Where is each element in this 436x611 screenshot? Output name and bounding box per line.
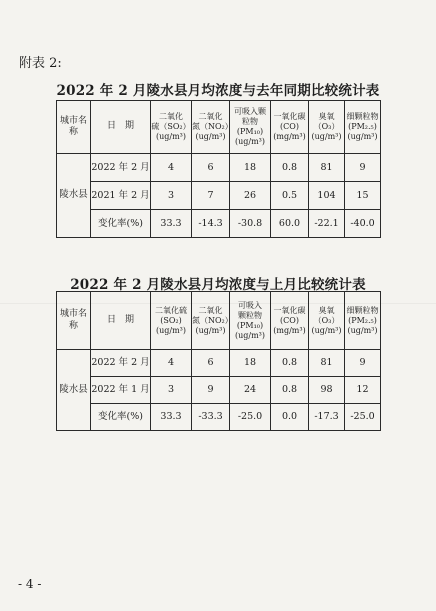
no2-cell: -14.3 bbox=[192, 210, 230, 238]
table1-title: 2022 年 2 月陵水县月均浓度与去年同期比较统计表 bbox=[56, 83, 380, 99]
header-pm10: 可吸入 颗粒物 (PM₁₀) (ug/m³) bbox=[230, 292, 271, 350]
header-date: 日 期 bbox=[91, 292, 151, 350]
so2-cell: 3 bbox=[151, 182, 192, 210]
header-o3: 臭氧（O₃） (ug/m³) bbox=[309, 292, 345, 350]
table-row bbox=[57, 182, 381, 210]
co-cell: 0.8 bbox=[271, 377, 309, 404]
pm25-cell: -40.0 bbox=[345, 210, 381, 238]
pm10-cell: 26 bbox=[230, 182, 271, 210]
pm10-cell: 24 bbox=[230, 377, 271, 404]
city-cell: 陵水县 bbox=[57, 154, 91, 238]
table1-header-row bbox=[57, 101, 381, 154]
table2-header-row bbox=[57, 292, 381, 350]
o3-cell: 81 bbox=[309, 154, 345, 182]
so2-cell: 33.3 bbox=[151, 404, 192, 431]
co-cell: 60.0 bbox=[271, 210, 309, 238]
pm25-cell: 15 bbox=[345, 182, 381, 210]
so2-cell: 3 bbox=[151, 377, 192, 404]
header-no2: 二氧化 氮（NO₂） (ug/m³) bbox=[192, 101, 230, 154]
header-so2: 二氧化 硫（SO₂） (ug/m³) bbox=[151, 101, 192, 154]
o3-cell: -17.3 bbox=[309, 404, 345, 431]
pm10-cell: -30.8 bbox=[230, 210, 271, 238]
header-no2: 二氧化 氮（NO₂） (ug/m³) bbox=[192, 292, 230, 350]
o3-cell: -22.1 bbox=[309, 210, 345, 238]
header-city: 城市名称 bbox=[57, 101, 91, 154]
co-cell: 0.0 bbox=[271, 404, 309, 431]
pm10-cell: 18 bbox=[230, 350, 271, 377]
table-row bbox=[57, 210, 381, 238]
pm25-cell: 9 bbox=[345, 350, 381, 377]
co-cell: 0.8 bbox=[271, 350, 309, 377]
header-o3: 臭氧（O₃） (ug/m³) bbox=[309, 101, 345, 154]
header-co: 一氧化碳 (CO) (mg/m³) bbox=[271, 292, 309, 350]
pm25-cell: 9 bbox=[345, 154, 381, 182]
date-cell: 2022 年 1 月 bbox=[91, 377, 151, 404]
header-pm25: 细颗粒物 (PM₂.₅) (ug/m³) bbox=[345, 101, 381, 154]
table1 bbox=[56, 100, 381, 238]
no2-cell: 9 bbox=[192, 377, 230, 404]
so2-cell: 4 bbox=[151, 350, 192, 377]
header-city: 城市名称 bbox=[57, 292, 91, 350]
pm10-cell: -25.0 bbox=[230, 404, 271, 431]
no2-cell: 7 bbox=[192, 182, 230, 210]
date-cell: 2022 年 2 月 bbox=[91, 154, 151, 182]
header-so2: 二氧化硫 (SO₂) (ug/m³) bbox=[151, 292, 192, 350]
no2-cell: 6 bbox=[192, 154, 230, 182]
no2-cell: -33.3 bbox=[192, 404, 230, 431]
o3-cell: 98 bbox=[309, 377, 345, 404]
header-pm10: 可吸入颗 粒物 (PM₁₀) (ug/m³) bbox=[230, 101, 271, 154]
table-row bbox=[57, 350, 381, 377]
date-cell: 2022 年 2 月 bbox=[91, 350, 151, 377]
no2-cell: 6 bbox=[192, 350, 230, 377]
header-co: 一氧化碳 (CO) (mg/m³) bbox=[271, 101, 309, 154]
table2 bbox=[56, 291, 381, 431]
o3-cell: 81 bbox=[309, 350, 345, 377]
date-cell: 2021 年 2 月 bbox=[91, 182, 151, 210]
date-cell: 变化率(%) bbox=[91, 404, 151, 431]
pm25-cell: 12 bbox=[345, 377, 381, 404]
header-date: 日 期 bbox=[91, 101, 151, 154]
date-cell: 变化率(%) bbox=[91, 210, 151, 238]
page-number: - 4 - bbox=[18, 577, 42, 591]
table-row bbox=[57, 154, 381, 182]
co-cell: 0.5 bbox=[271, 182, 309, 210]
table-row bbox=[57, 377, 381, 404]
so2-cell: 33.3 bbox=[151, 210, 192, 238]
o3-cell: 104 bbox=[309, 182, 345, 210]
city-cell: 陵水县 bbox=[57, 350, 91, 431]
pm25-cell: -25.0 bbox=[345, 404, 381, 431]
pm10-cell: 18 bbox=[230, 154, 271, 182]
so2-cell: 4 bbox=[151, 154, 192, 182]
table-row bbox=[57, 404, 381, 431]
appendix-label: 附表 2: bbox=[19, 56, 62, 71]
table2-title: 2022 年 2 月陵水县月均浓度与上月比较统计表 bbox=[70, 277, 366, 293]
co-cell: 0.8 bbox=[271, 154, 309, 182]
header-pm25: 细颗粒物 (PM₂.₅) (ug/m³) bbox=[345, 292, 381, 350]
